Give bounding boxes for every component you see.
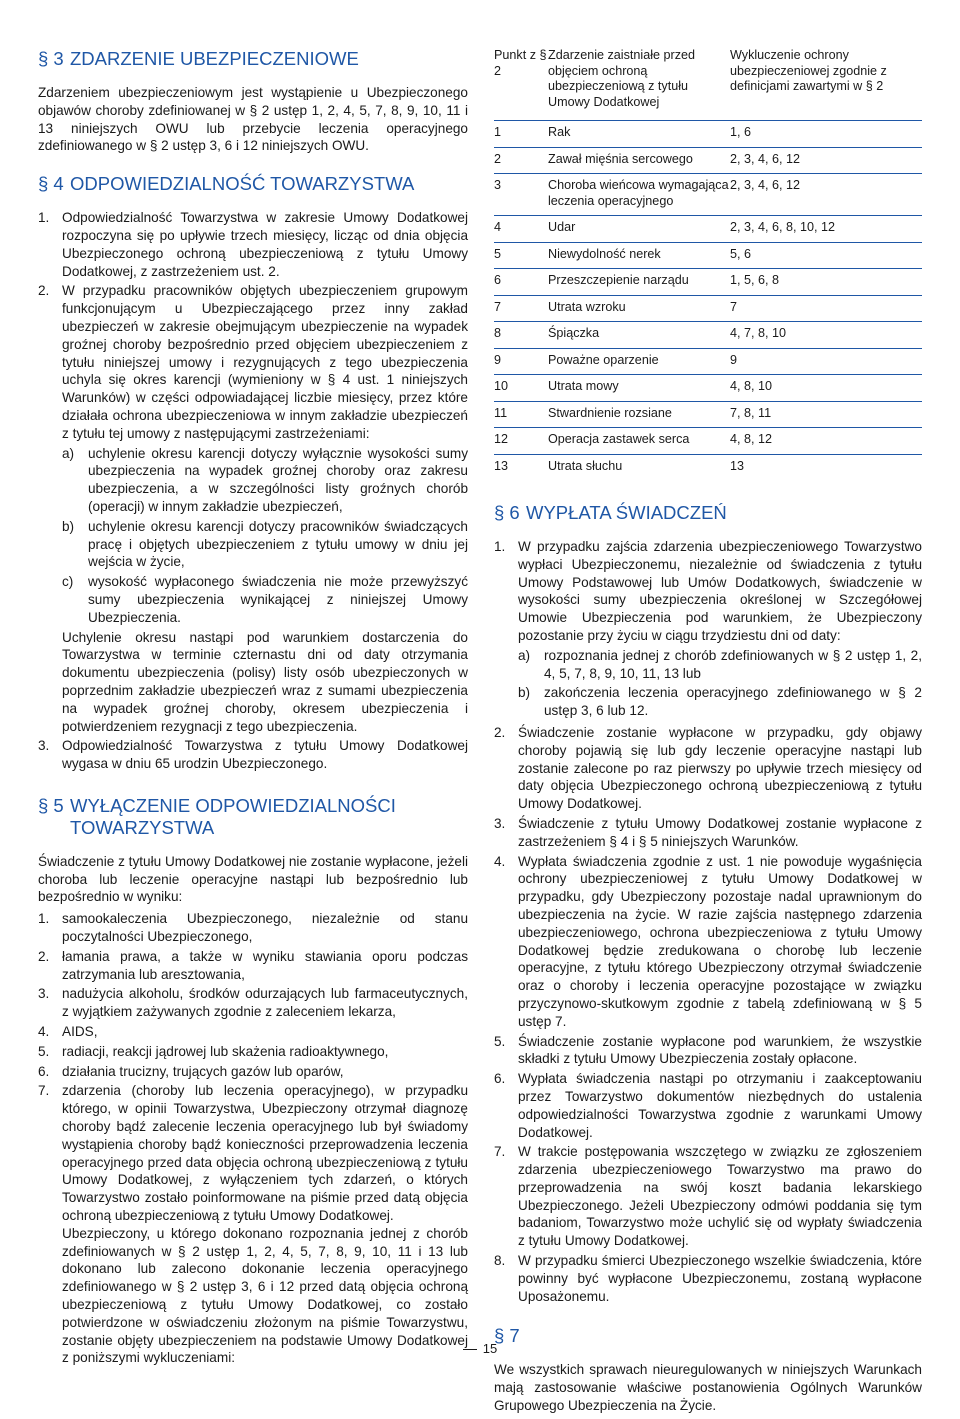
section-3-text: Zdarzeniem ubezpieczeniowym jest wystąpienie u Ubezpieczonego objawów choroby zdefiniowanej w § 2 ustęp 1, 2, 4, 5, 7, 8, 9, 10, 11 i 13 niniejszych OWU lub przebycie leczenia operacyjnego zdefiniowanego w § 2 ustęp 3, 6 i 12 niniejszych OWU. xyxy=(38,85,468,154)
section-number: § 3 xyxy=(38,48,64,69)
table-cell: 4, 8, 12 xyxy=(730,428,922,455)
table-row xyxy=(494,242,922,269)
sub-item xyxy=(62,445,468,516)
sub-item-text: uchylenie okresu karencji dotyczy pracowników świadczących pracę i objętych ubezpieczeniem z tytułu umowy w dniu jej wejścia w życie, xyxy=(88,518,468,570)
item-number: 6. xyxy=(494,1071,506,1087)
item-text: Wypłata świadczenia nastąpi po otrzymaniu i zaakceptowaniu przez Towarzystwo dokumentów niezbędnych do ustalenia odpowiedzialności Towarzystwa zgodnie z warunkami Umowy Dodatkowej. xyxy=(518,1071,922,1140)
item-number: 2. xyxy=(38,948,50,964)
sub-item xyxy=(518,684,922,720)
section-3-heading xyxy=(38,48,468,70)
item-number: 7. xyxy=(494,1144,506,1160)
list-item xyxy=(38,737,468,773)
item-text: W przypadku śmierci Ubezpieczonego wszelkie świadczenia, które powinny być wypłacone Ubezpieczonemu, zostaną wypłacone Uposażonemu. xyxy=(518,1253,922,1304)
sub-list xyxy=(518,647,922,720)
item-number: 3. xyxy=(38,986,50,1002)
table-body xyxy=(494,121,922,481)
item-text: Świadczenie zostanie wypłacone w przypadku, gdy objawy choroby pojawią się lub gdy leczenie operacyjne nastąpi lub zostanie zalecone po raz pierwszy po upływie trzech miesięcy od daty objęcia Ubezpieczonego ochroną ubezpieczeniową z tytułu Umowy Dodatkowej. xyxy=(518,724,922,812)
sub-item-text: zakończenia leczenia operacyjnego zdefiniowanego w § 2 ustęp 3, 6 lub 12. xyxy=(544,685,922,719)
item-continuation: Ubezpieczony, u którego dokonano rozpoznania jednej z chorób zdefiniowanych w § 2 ustęp 1, 2, 4, 5, 7, 8, 9, 10, 11 i 13 lub dokonano lub zalecono dokonanie leczenia operacyjnego zdefiniowanego w § 2 ustęp 3, 6 i 12 przed datą objęcia ochroną ubezpieczeniową z tytułu Umowy Dodatkowej, co zostało potwierdzone w oświadczeniu złożonym na piśmie Towarzystwu, zostanie objęty ubezpieczeniem na podstawie Umowy Dodatkowej z poniższymi wykluczeniami: xyxy=(62,1225,468,1366)
table-cell: 2, 3, 4, 6, 8, 10, 12 xyxy=(730,216,922,243)
section-5-heading xyxy=(38,795,468,839)
table-cell: 5 xyxy=(494,242,548,269)
list-item xyxy=(38,1023,468,1041)
table-cell: 10 xyxy=(494,375,548,402)
table-cell: 1 xyxy=(494,121,548,148)
item-text: W trakcie postępowania wszczętego w związku ze zgłoszeniem zdarzenia ubezpieczeniowego Towarzystwo ma prawo do przeprowadzenia na swój koszt badania lekarskiego Ubezpieczonego. Jeżeli Ubezpieczony odmówi poddania się tym badaniom, Towarzystwo może uchylić się od wypłaty świadczenia z tytułu Umowy Dodatkowej. xyxy=(518,1144,922,1249)
section-title: ZDARZENIE UBEZPIECZENIOWE xyxy=(70,48,359,69)
sub-item xyxy=(62,518,468,571)
table-header-cell: Wykluczenie ochrony ubezpieczeniowej zgodnie z definicjami zawartymi w § 2 xyxy=(730,40,922,121)
item-text: Świadczenie z tytułu Umowy Dodatkowej zostanie wypłacone z zastrzeżeniem § 4 i § 5 niniejszych Warunków. xyxy=(518,815,922,849)
footer-dash xyxy=(463,1349,477,1350)
item-text: łamania prawa, a także w wyniku stawiania oporu podczas zatrzymania lub aresztowania, xyxy=(62,948,468,982)
left-column xyxy=(38,40,468,1369)
item-number: 7. xyxy=(38,1083,50,1099)
list-item xyxy=(494,1252,922,1305)
table-cell: 1, 5, 6, 8 xyxy=(730,269,922,296)
list-item xyxy=(494,1070,922,1141)
item-number: 1. xyxy=(38,911,50,927)
table-cell: Choroba wieńcowa wymagająca leczenia operacyjnego xyxy=(548,174,730,216)
item-text: Odpowiedzialność Towarzystwa z tytułu Umowy Dodatkowej wygasa w dniu 65 urodzin Ubezpieczonego. xyxy=(62,738,468,772)
table-row xyxy=(494,401,922,428)
item-continuation: Uchylenie okresu nastąpi pod warunkiem dostarczenia do Towarzystwa w terminie czternastu dni od daty otrzymania dokumentu ubezpieczenia (polisy) listy osób ubezpieczonych w poprzednim zakładzie ubezpieczeń wraz z sumami ubezpieczenia na wypadek groźnej choroby, okresem ubezpieczenia i potwierdzeniem rezygnacji z tego ubezpieczenia. xyxy=(62,629,468,734)
item-text: zdarzenia (choroby lub leczenia operacyjnego), w przypadku którego, w opinii Towarzystwa, Ubezpieczony otrzymał diagnozę choroby bądź zalecenie leczenia operacyjnego lub był świadomy wystąpienia choroby bądź konieczności przeprowadzenia leczenia operacyjnego przed data objęcia ochroną ubezpieczeniową z tytułu Umowy Dodatkowej, z wyłączeniem tych zdarzeń, o których Towarzystwo zostało poinformowane na piśmie przed datą objęcia ochroną ubezpieczeniową z tytułu Umowy Dodatkowej. xyxy=(62,1083,468,1224)
list-item xyxy=(494,853,922,1031)
list-item xyxy=(38,1063,468,1081)
item-number: 4. xyxy=(38,1024,50,1040)
list-item xyxy=(494,724,922,813)
section-number: § 5 xyxy=(38,794,64,816)
sub-item-letter: a) xyxy=(62,445,75,461)
table-cell: 2, 3, 4, 6, 12 xyxy=(730,147,922,174)
table-cell: 13 xyxy=(730,458,745,473)
exclusions-table xyxy=(494,40,922,480)
sub-item-text: uchylenie okresu karencji dotyczy wyłącznie wysokości sumy ubezpieczenia na wypadek groźnej choroby oraz zakresu ubezpieczenia, a w szczególności listy groźnych chorób (operacji) w innym zakładzie ubezpieczeń, xyxy=(88,445,468,514)
item-text: Świadczenie zostanie wypłacone pod warunkiem, że wszystkie składki z tytułu Umowy Ubezpieczenia zostały opłacone. xyxy=(518,1033,922,1067)
section-7-text: We wszystkich sprawach nieuregulowanych w niniejszych Warunkach mają zastosowanie właściwe postanowienia Ogólnych Warunków Grupowego Ubezpieczenia na Życie. xyxy=(494,1362,922,1414)
table-cell: 2 xyxy=(494,147,548,174)
item-number: 3. xyxy=(494,815,506,831)
item-text: radiacji, reakcji jądrowej lub skażenia radioaktywnego, xyxy=(62,1043,389,1059)
section-number: § 6 xyxy=(494,502,520,523)
item-text: samookaleczenia Ubezpieczonego, niezależnie od stanu poczytalności Ubezpieczonego, xyxy=(62,911,468,945)
sub-item xyxy=(518,647,922,683)
table-cell: 13 xyxy=(494,458,509,473)
item-number: 8. xyxy=(494,1253,506,1269)
list-item xyxy=(38,1043,468,1061)
section-5-list xyxy=(38,910,468,1367)
table-row xyxy=(494,454,922,480)
list-item xyxy=(494,815,922,851)
table-row xyxy=(494,428,922,455)
table-cell: Śpiączka xyxy=(548,322,730,349)
table-header-cell: Zdarzenie zaistniałe przed objęciem ochroną ubezpieczeniową z tytułu Umowy Dodatkowej xyxy=(548,40,730,121)
sub-item-letter: a) xyxy=(518,647,531,663)
sub-item-letter: c) xyxy=(62,574,74,590)
item-number: 6. xyxy=(38,1063,50,1079)
page-number: 15 xyxy=(482,1341,498,1356)
list-item xyxy=(38,282,468,735)
list-item xyxy=(494,538,922,722)
section-title: WYPŁATA ŚWIADCZEŃ xyxy=(526,502,727,523)
table-row xyxy=(494,348,922,375)
table-cell: Niewydolność nerek xyxy=(548,242,730,269)
table-cell: 9 xyxy=(494,348,548,375)
list-item xyxy=(38,910,468,946)
table-cell: Poważne oparzenie xyxy=(548,348,730,375)
section-5-intro: Świadczenie z tytułu Umowy Dodatkowej nie zostanie wypłacone, jeżeli choroba lub leczenie operacyjne nastąpi lub bezpośrednio lub bezpośrednio w wyniku: xyxy=(38,853,468,905)
section-number: § 7 xyxy=(494,1325,520,1347)
item-text: Odpowiedzialność Towarzystwa w zakresie Umowy Dodatkowej rozpoczyna się po upływie trzech miesięcy, licząc od dnia objęcia Ubezpieczonego ochroną ubezpieczeniową z tytułu Umowy Dodatkowej, z zastrzeżeniem ust. 2. xyxy=(62,210,468,279)
table-cell: Udar xyxy=(548,216,730,243)
sub-item-letter: b) xyxy=(62,518,75,534)
item-number: 1. xyxy=(494,539,506,554)
sub-item-text: wysokość wypłaconego świadczenia nie może przewyższyć sumy ubezpieczenia wynikającej z niniejszej Umowy Ubezpieczenia. xyxy=(88,574,468,625)
item-number: 1. xyxy=(38,210,50,226)
section-6-heading xyxy=(494,502,922,524)
table-cell: 4 xyxy=(494,216,548,243)
right-column xyxy=(494,40,922,1419)
table-header-cell: Punkt z § 2 xyxy=(494,40,548,121)
item-text: nadużycia alkoholu, środków odurzających lub farmaceutycznych, z wyjątkiem zażywanych zgodnie z zaleceniem lekarza, xyxy=(62,986,468,1020)
table-cell: 12 xyxy=(494,428,548,455)
list-item xyxy=(38,209,468,280)
table-row xyxy=(494,121,922,148)
item-text: działania trucizny, trujących gazów lub oparów, xyxy=(62,1063,344,1079)
page-footer xyxy=(0,1340,960,1358)
list-item xyxy=(38,985,468,1021)
table-cell: Utrata mowy xyxy=(548,375,730,402)
section-6-list xyxy=(494,538,922,1305)
table-cell: 1, 6 xyxy=(730,121,922,148)
table-cell: Rak xyxy=(548,121,730,148)
item-number: 4. xyxy=(494,853,506,869)
table-row xyxy=(494,216,922,243)
table-cell: 7 xyxy=(494,295,548,322)
table-row xyxy=(494,322,922,349)
table-header-row xyxy=(494,40,922,121)
table-cell: Stwardnienie rozsiane xyxy=(548,401,730,428)
list-item xyxy=(38,1082,468,1367)
section-4-heading xyxy=(38,173,468,195)
list-item xyxy=(494,1143,922,1250)
list-item xyxy=(494,1033,922,1069)
table-cell: Zawał mięśnia sercowego xyxy=(548,147,730,174)
item-number: 5. xyxy=(38,1043,50,1059)
table-cell: 2, 3, 4, 6, 12 xyxy=(730,174,922,216)
table-cell: 8 xyxy=(494,322,548,349)
table-cell: 3 xyxy=(494,174,548,216)
table-row xyxy=(494,147,922,174)
table-cell: Utrata słuchu xyxy=(548,458,623,473)
table-cell: Operacja zastawek serca xyxy=(548,428,730,455)
item-text: W przypadku pracowników objętych ubezpieczeniem grupowym funkcjonującym u Ubezpieczającego przez inny zakład ubezpieczeń w zakresie obejmującym ubezpieczenie na wypadek groźnej choroby bezpośrednio przed objęciem ubezpieczeniem z tytułu niniejszej umowy i rezygnujących z tego ubezpieczenia uchyla się okres karencji (wymieniony w § 4 ust. 1 niniejszych Warunków) w części odpowiadającej liczbie miesięcy, przez które działała ochrona ubezpieczeniowa w innym zakładzie ubezpieczeń z tytułu tej umowy z następującymi zastrzeżeniami: xyxy=(62,283,468,441)
sub-item-letter: b) xyxy=(518,685,531,701)
item-text: AIDS, xyxy=(62,1024,98,1040)
sub-item-text: rozpoznania jednej z chorób zdefiniowanych w § 2 ustęp 1, 2, 4, 5, 7, 8, 9, 10, 11, 13 lub xyxy=(544,647,922,681)
item-number: 2. xyxy=(494,724,506,740)
section-title: WYŁĄCZENIE ODPOWIEDZIALNOŚCI TOWARZYSTWA xyxy=(70,794,396,838)
item-text: W przypadku zajścia zdarzenia ubezpieczeniowego Towarzystwo wypłaci Ubezpieczonemu, niezależnie od świadczenia z tytułu Umowy Podstawowej lub Umów Dodatkowych, świadczenie w wysokości sumy ubezpieczenia określonej w Szczegółowej Umowie Ubezpieczenia pod warunkiem, że Ubezpieczony pozostanie przy życiu w ciągu trzydziestu dni od daty: xyxy=(518,539,922,643)
table-cell: 7, 8, 11 xyxy=(730,401,922,428)
table-cell: 5, 6 xyxy=(730,242,922,269)
table-row xyxy=(494,375,922,402)
item-number: 2. xyxy=(38,283,50,299)
sub-item xyxy=(62,573,468,626)
table-row xyxy=(494,174,922,216)
table-cell: Utrata wzroku xyxy=(548,295,730,322)
item-number: 3. xyxy=(38,738,50,754)
section-number: § 4 xyxy=(38,173,64,195)
list-item xyxy=(38,948,468,984)
section-title: ODPOWIEDZIALNOŚĆ TOWARZYSTWA xyxy=(70,173,415,195)
table-row xyxy=(494,269,922,296)
sub-list xyxy=(62,445,468,627)
table-cell: 9 xyxy=(730,348,922,375)
table-cell: 11 xyxy=(494,401,548,428)
table-cell: 6 xyxy=(494,269,548,296)
table-cell: 7 xyxy=(730,295,922,322)
table-cell: 4, 7, 8, 10 xyxy=(730,322,922,349)
table-cell: 4, 8, 10 xyxy=(730,375,922,402)
item-number: 5. xyxy=(494,1033,506,1049)
table-row xyxy=(494,295,922,322)
section-4-list xyxy=(38,209,468,773)
item-text: Wypłata świadczenia zgodnie z ust. 1 nie powoduje wygaśnięcia ochrony ubezpieczeniowej z tytułu Umowy Dodatkowej w przypadku, gdy Ubezpieczony pozostaje nadal uprawnionym do ubezpieczenia na życie. W razie zajścia następnego zdarzenia ubezpieczeniowego, ochrona ubezpieczeniowa z tytułu Umowy Dodatkowej będzie zredukowana o chorobę lub leczenie operacyjne, z tytułu którego Ubezpieczony otrzymał świadczenie oraz o choroby i leczenia operacyjne pozostające w związku przyczynowo-skutkowym zgodnie z tabelą zdefiniowaną w § 5 ustęp 7. xyxy=(518,853,922,1029)
table-cell: Przeszczepienie narządu xyxy=(548,269,730,296)
